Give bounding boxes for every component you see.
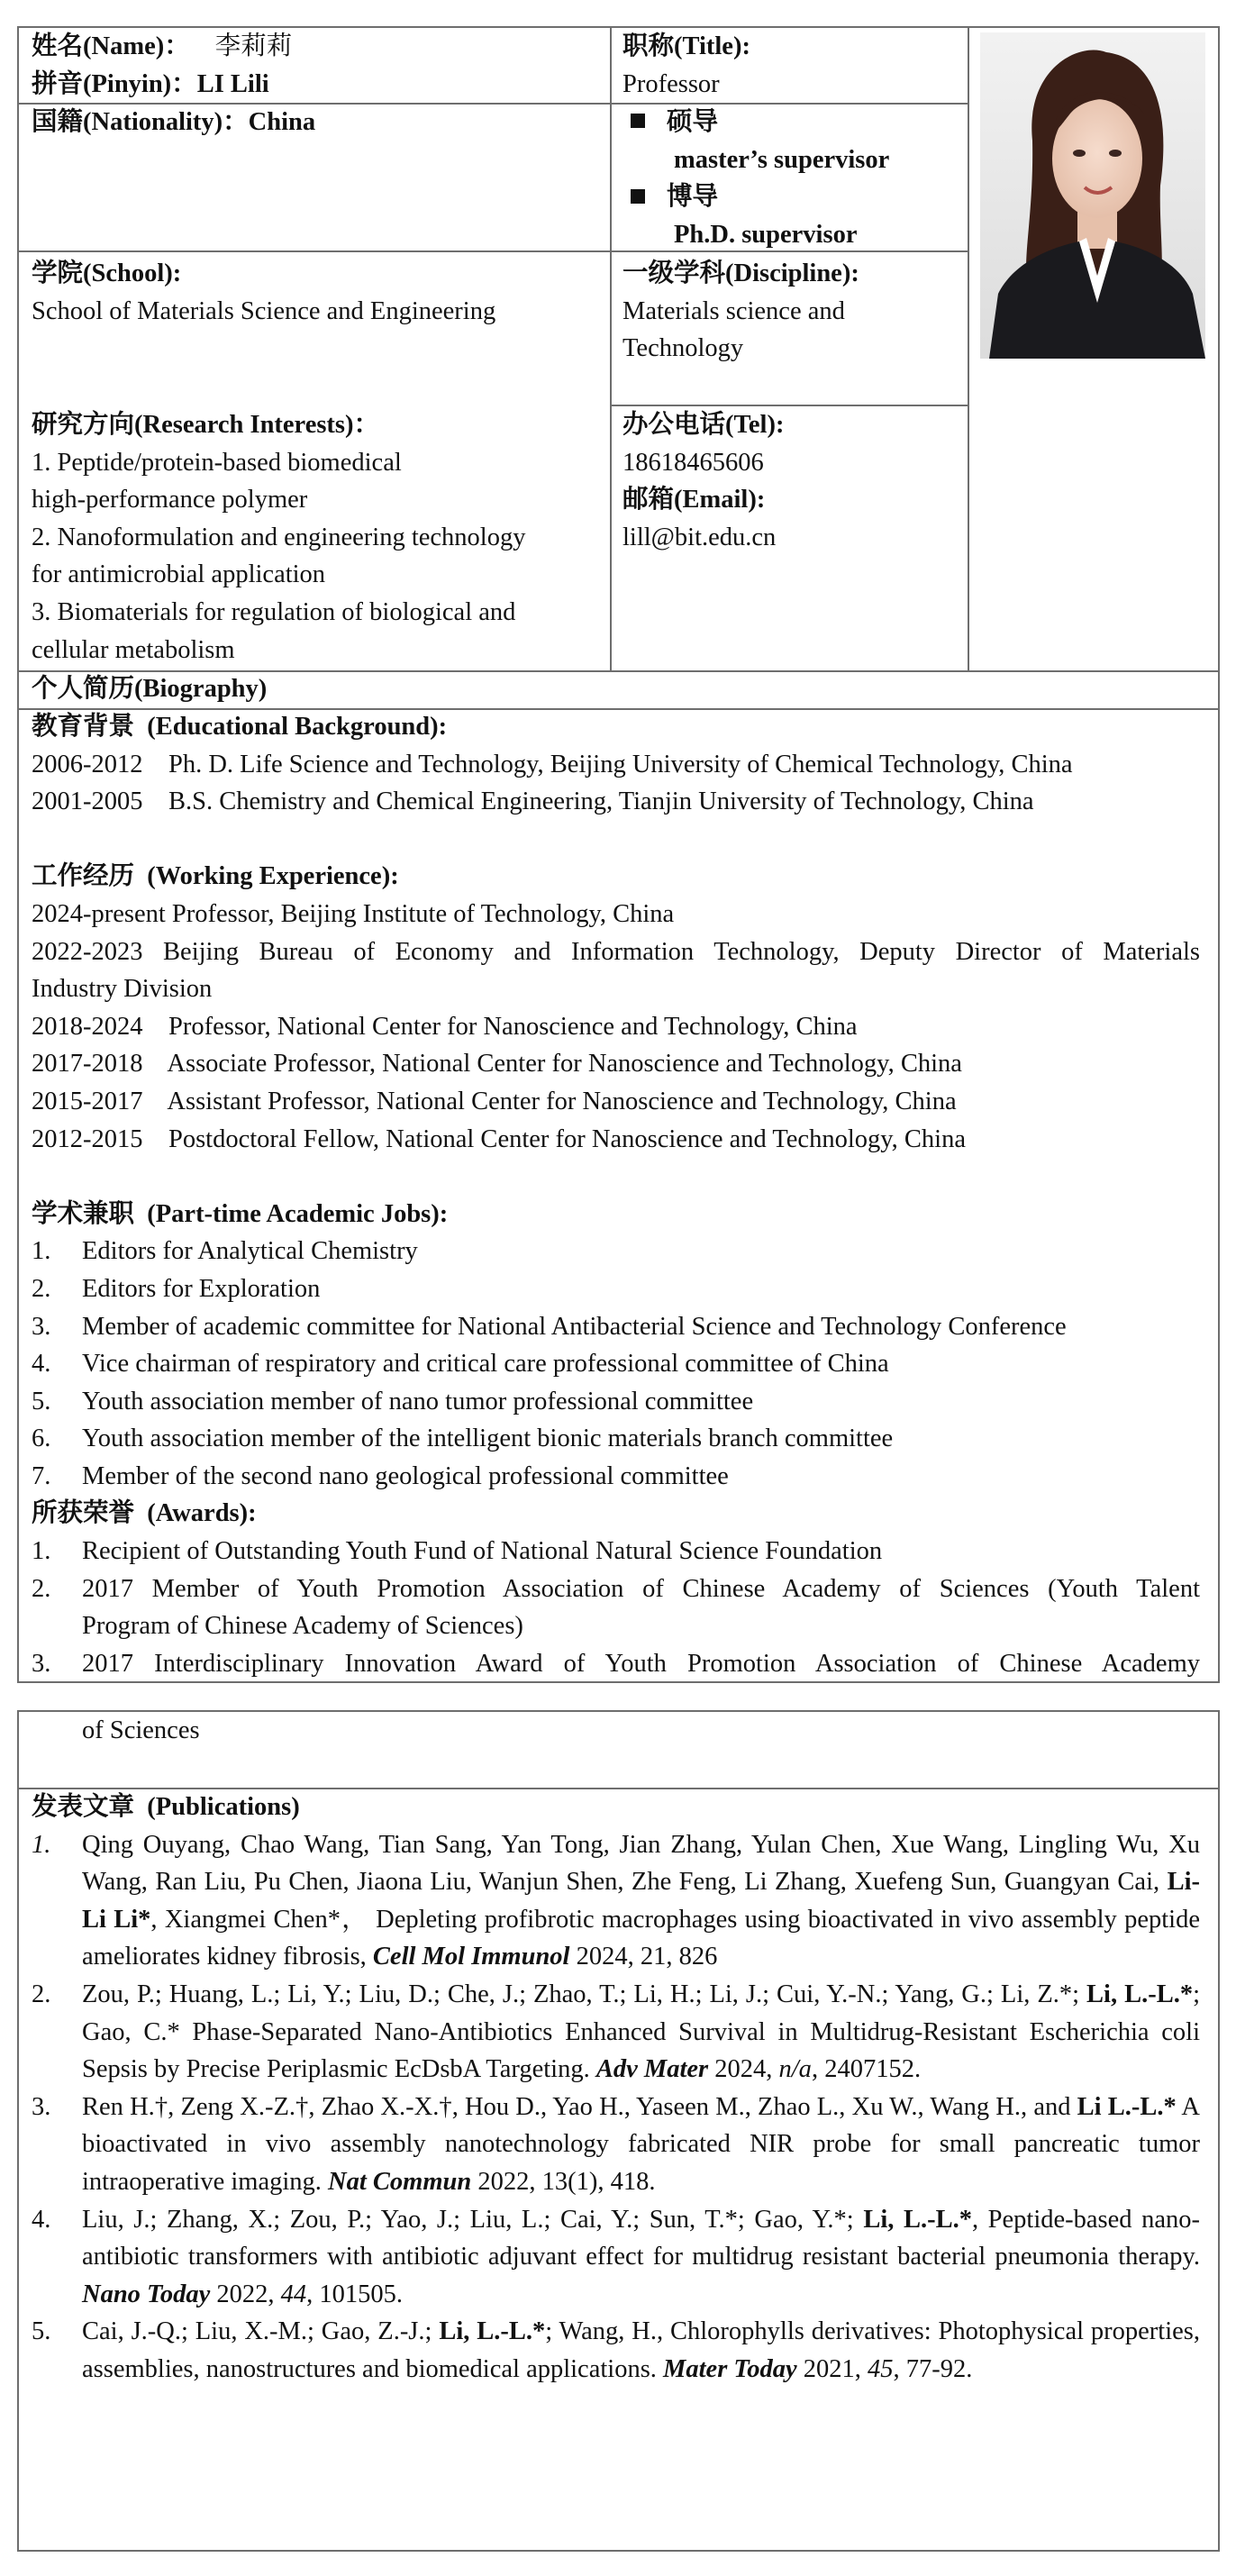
list-number: 4. <box>32 1350 51 1379</box>
supervisor-cell <box>631 104 889 253</box>
pub-title: , Peptide-based nano-antibiotic transformers with antibiotic adjuvant effect for multidrug resistant bacterial pneumonia therapy. <box>82 2205 1201 2271</box>
research-line: 2. Nanoformulation and engineering technology <box>32 523 526 551</box>
list-number: 4. <box>32 2205 51 2234</box>
square-bullet-icon <box>631 189 645 204</box>
pub-author-highlight: Li, L.-L.* <box>863 2205 972 2234</box>
pub-author-highlight: Li L.-L.* <box>1077 2092 1177 2121</box>
list-number: 5. <box>32 2317 51 2346</box>
supervisor-2-en: Ph.D. supervisor <box>674 220 858 249</box>
discipline-cell <box>622 255 859 368</box>
biography-body <box>32 708 1200 1682</box>
nationality-value: China <box>248 108 316 136</box>
job-item <box>32 1233 1200 1270</box>
name-label: 姓名(Name)： <box>32 32 190 60</box>
research-line: 3. Biomaterials for regulation of biological and <box>32 597 516 626</box>
job-item <box>32 1458 1200 1496</box>
work-line: 2024-present Professor, Beijing Institute of Technology, China <box>32 899 675 928</box>
list-number: 1. <box>32 1237 51 1266</box>
title-cell <box>622 28 750 103</box>
research-cell <box>32 406 525 669</box>
pub-journal: Mater Today <box>663 2354 797 2383</box>
email-label: 邮箱(Email): <box>622 486 766 514</box>
work-line: 2018-2024 Professor, National Center for Nanoscience and Technology, China <box>32 1012 858 1041</box>
pub-authors: Ren H.†, Zeng X.-Z.†, Zhao X.-X.†, Hou D., Yao H., Yaseen M., Zhao L., Xu W., Wang H., and <box>82 2092 1077 2121</box>
publication-item <box>32 2201 1200 2314</box>
publication-item <box>32 2089 1200 2201</box>
list-number: 2. <box>32 1274 51 1303</box>
school-value: School of Materials Science and Engineering <box>32 296 496 325</box>
discipline-label: 一级学科(Discipline): <box>622 259 859 287</box>
contact-cell <box>622 406 784 556</box>
list-number: 1. <box>32 1537 51 1566</box>
profile-photo <box>980 32 1205 359</box>
pub-pages: , 2407152. <box>811 2055 922 2084</box>
job-item <box>32 1420 1200 1458</box>
job-text: Member of academic committee for National Antibacterial Science and Technology Conference <box>82 1312 1067 1341</box>
award-text: Recipient of Outstanding Youth Fund of National Natural Science Foundation <box>82 1537 883 1566</box>
name-value: 李莉莉 <box>214 32 293 60</box>
name-cell <box>32 28 292 103</box>
education-heading-en: (Educational Background): <box>147 713 448 741</box>
pub-year: 2022, <box>210 2280 281 2308</box>
pub-volume: 2024, 21, 826 <box>569 1943 718 1971</box>
publication-item <box>32 2313 1200 2388</box>
work-line: 2012-2015 Postdoctoral Fellow, National Center for Nanoscience and Technology, China <box>32 1124 966 1153</box>
pub-authors: Zou, P.; Huang, L.; Li, Y.; Liu, D.; Che, J.; Zhao, T.; Li, H.; Li, J.; Cui, Y.-N.; Yang, G.; Li, Z.*; <box>82 1980 1087 2008</box>
list-number: 5. <box>32 1387 51 1415</box>
pub-title: A bioactivated in vivo assembly nanotechnology fabricated NIR probe for small pancreatic tumor intraoperative imaging. <box>82 2092 1201 2196</box>
education-line: 2006-2012 Ph. D. Life Science and Technology, Beijing University of Chemical Technology, China <box>32 750 1073 778</box>
pub-title: ; Gao, C.* Phase-Separated Nano-Antibiotics Enhanced Survival in Multidrug-Resistant Escherichia coli Sepsis by Precise Periplasmic EcDsbA Targeting. <box>82 1980 1200 2084</box>
pub-authors: Cai, J.-Q.; Liu, X.-M.; Gao, Z.-J.; <box>82 2317 440 2346</box>
pub-journal: Adv Mater <box>595 2055 709 2084</box>
award-text: of Sciences <box>82 1716 200 1744</box>
pinyin-value: LI Lili <box>196 69 269 98</box>
pub-volume: 44 <box>280 2280 307 2308</box>
pub-volume: n/a <box>778 2055 812 2084</box>
work-line: 2017-2018 Associate Professor, National Center for Nanoscience and Technology, China <box>32 1050 962 1079</box>
pub-author-highlight: Li, L.-L.* <box>1086 1980 1194 2008</box>
award-item <box>32 1533 1200 1570</box>
award-text: 2017 Interdisciplinary Innovation Award of Youth Promotion Association of Chinese Academy <box>82 1649 1200 1678</box>
publications-heading-cn: 发表文章 <box>32 1793 135 1821</box>
tel-label: 办公电话(Tel): <box>622 411 785 439</box>
list-number: 3. <box>32 2092 51 2121</box>
job-text: Member of the second nano geological professional committee <box>82 1461 729 1490</box>
tel-value: 18618465606 <box>622 448 764 477</box>
publications-heading-en: (Publications) <box>147 1793 300 1821</box>
awards-heading-en: (Awards): <box>147 1499 257 1528</box>
award-text: 2017 Member of Youth Promotion Association of Chinese Academy of Sciences (Youth Talent <box>82 1574 1200 1603</box>
award-item <box>32 1645 1200 1683</box>
list-number: 3. <box>32 1649 51 1678</box>
research-label: 研究方向(Research Interests)： <box>32 411 380 439</box>
job-text: Editors for Analytical Chemistry <box>82 1237 418 1266</box>
pub-volume: 2022, 13(1), 418. <box>471 2167 656 2196</box>
job-text: Youth association member of nano tumor professional committee <box>82 1387 754 1415</box>
awards-heading-cn: 所获荣誉 <box>32 1499 135 1528</box>
research-line: cellular metabolism <box>32 635 235 664</box>
title-value: Professor <box>622 69 720 98</box>
school-label: 学院(School): <box>32 259 182 287</box>
divider <box>610 28 612 670</box>
pub-author-highlight: Li-Li Li* <box>82 1868 1200 1934</box>
pub-pages: , 101505. <box>306 2280 403 2308</box>
job-item <box>32 1345 1200 1383</box>
work-heading-en: (Working Experience): <box>147 862 399 891</box>
research-line: 1. Peptide/protein-based biomedical <box>32 448 402 477</box>
education-line: 2001-2005 B.S. Chemistry and Chemical Engineering, Tianjin University of Technology, China <box>32 787 1034 816</box>
list-number: 2. <box>32 1980 51 2008</box>
list-number: 2. <box>32 1574 51 1603</box>
supervisor-1-en: master’s supervisor <box>674 145 890 174</box>
pinyin-label: 拼音(Pinyin)： <box>32 69 197 98</box>
jobs-heading-cn: 学术兼职 <box>32 1199 135 1228</box>
work-line: 2022-2023 Beijing Bureau of Economy and Information Technology, Deputy Director of Materials <box>32 937 1200 966</box>
research-line: high-performance polymer <box>32 486 308 514</box>
school-cell <box>32 255 495 330</box>
pub-year: 2021, <box>796 2354 868 2383</box>
research-line: for antimicrobial application <box>32 560 326 589</box>
supervisor-1-cn: 硕导 <box>667 108 719 136</box>
supervisor-2-cn: 博导 <box>667 183 719 212</box>
award-item <box>32 1570 1200 1645</box>
pub-authors: Liu, J.; Zhang, X.; Zou, P.; Yao, J.; Liu, L.; Cai, Y.; Sun, T.*; Gao, Y.*; <box>82 2205 864 2234</box>
nationality-cell <box>32 104 315 141</box>
pub-author-highlight: Li, L.-L.* <box>439 2317 546 2346</box>
publication-item <box>32 1826 1200 1976</box>
pub-authors: Qing Ouyang, Chao Wang, Tian Sang, Yan Tong, Jian Zhang, Yulan Chen, Xue Wang, Lingling Wu, Xu Wang, Ran Liu, Pu Chen, Jiaona Liu, Wanjun Shen, Zhe Feng, Li Zhang, Xuefeng Sun, Guangyan Cai, <box>82 1830 1200 1897</box>
award-continuation <box>82 1712 200 1750</box>
pub-journal: Cell Mol Immunol <box>372 1943 570 1971</box>
pub-year: 2024, <box>708 2055 779 2084</box>
job-item <box>32 1270 1200 1308</box>
list-number: 7. <box>32 1461 51 1490</box>
education-heading-cn: 教育背景 <box>32 713 135 741</box>
work-line: 2015-2017 Assistant Professor, National Center for Nanoscience and Technology, China <box>32 1087 957 1115</box>
pub-title: ; Wang, H., Chlorophylls derivatives: Photophysical properties, assemblies, nanostructures and biomedical applications. <box>82 2317 1200 2383</box>
award-text: Program of Chinese Academy of Sciences) <box>82 1612 523 1641</box>
pub-journal: Nat Commun <box>328 2167 472 2196</box>
nationality-label: 国籍(Nationality)： <box>32 108 249 136</box>
email-value: lill@bit.edu.cn <box>622 523 777 551</box>
pub-title: , Xiangmei Chen*， Depleting profibrotic macrophages using bioactivated in vivo assembly peptide ameliorates kidney fibrosis, <box>82 1905 1200 1971</box>
work-line: Industry Division <box>32 975 213 1004</box>
work-heading-cn: 工作经历 <box>32 862 135 891</box>
list-number: 6. <box>32 1425 51 1453</box>
pub-pages: , 77-92. <box>893 2354 973 2383</box>
job-text: Vice chairman of respiratory and critical care professional committee of China <box>82 1350 889 1379</box>
job-text: Editors for Exploration <box>82 1274 321 1303</box>
jobs-heading-en: (Part-time Academic Jobs): <box>147 1199 449 1228</box>
job-text: Youth association member of the intelligent bionic materials branch committee <box>82 1425 894 1453</box>
biography-heading-text: 个人简历(Biography) <box>32 675 268 703</box>
list-number: 3. <box>32 1312 51 1341</box>
square-bullet-icon <box>631 114 645 128</box>
pub-volume: 45 <box>868 2354 894 2383</box>
biography-heading <box>32 670 267 708</box>
job-item <box>32 1308 1200 1346</box>
discipline-value-2: Technology <box>622 334 744 363</box>
job-item <box>32 1383 1200 1421</box>
publications-section <box>32 1789 1200 2389</box>
discipline-value-1: Materials science and <box>622 296 845 325</box>
title-label: 职称(Title): <box>622 32 750 60</box>
list-number: 1. <box>32 1830 51 1859</box>
divider <box>968 28 969 670</box>
pub-journal: Nano Today <box>82 2280 211 2308</box>
publication-item <box>32 1976 1200 2089</box>
